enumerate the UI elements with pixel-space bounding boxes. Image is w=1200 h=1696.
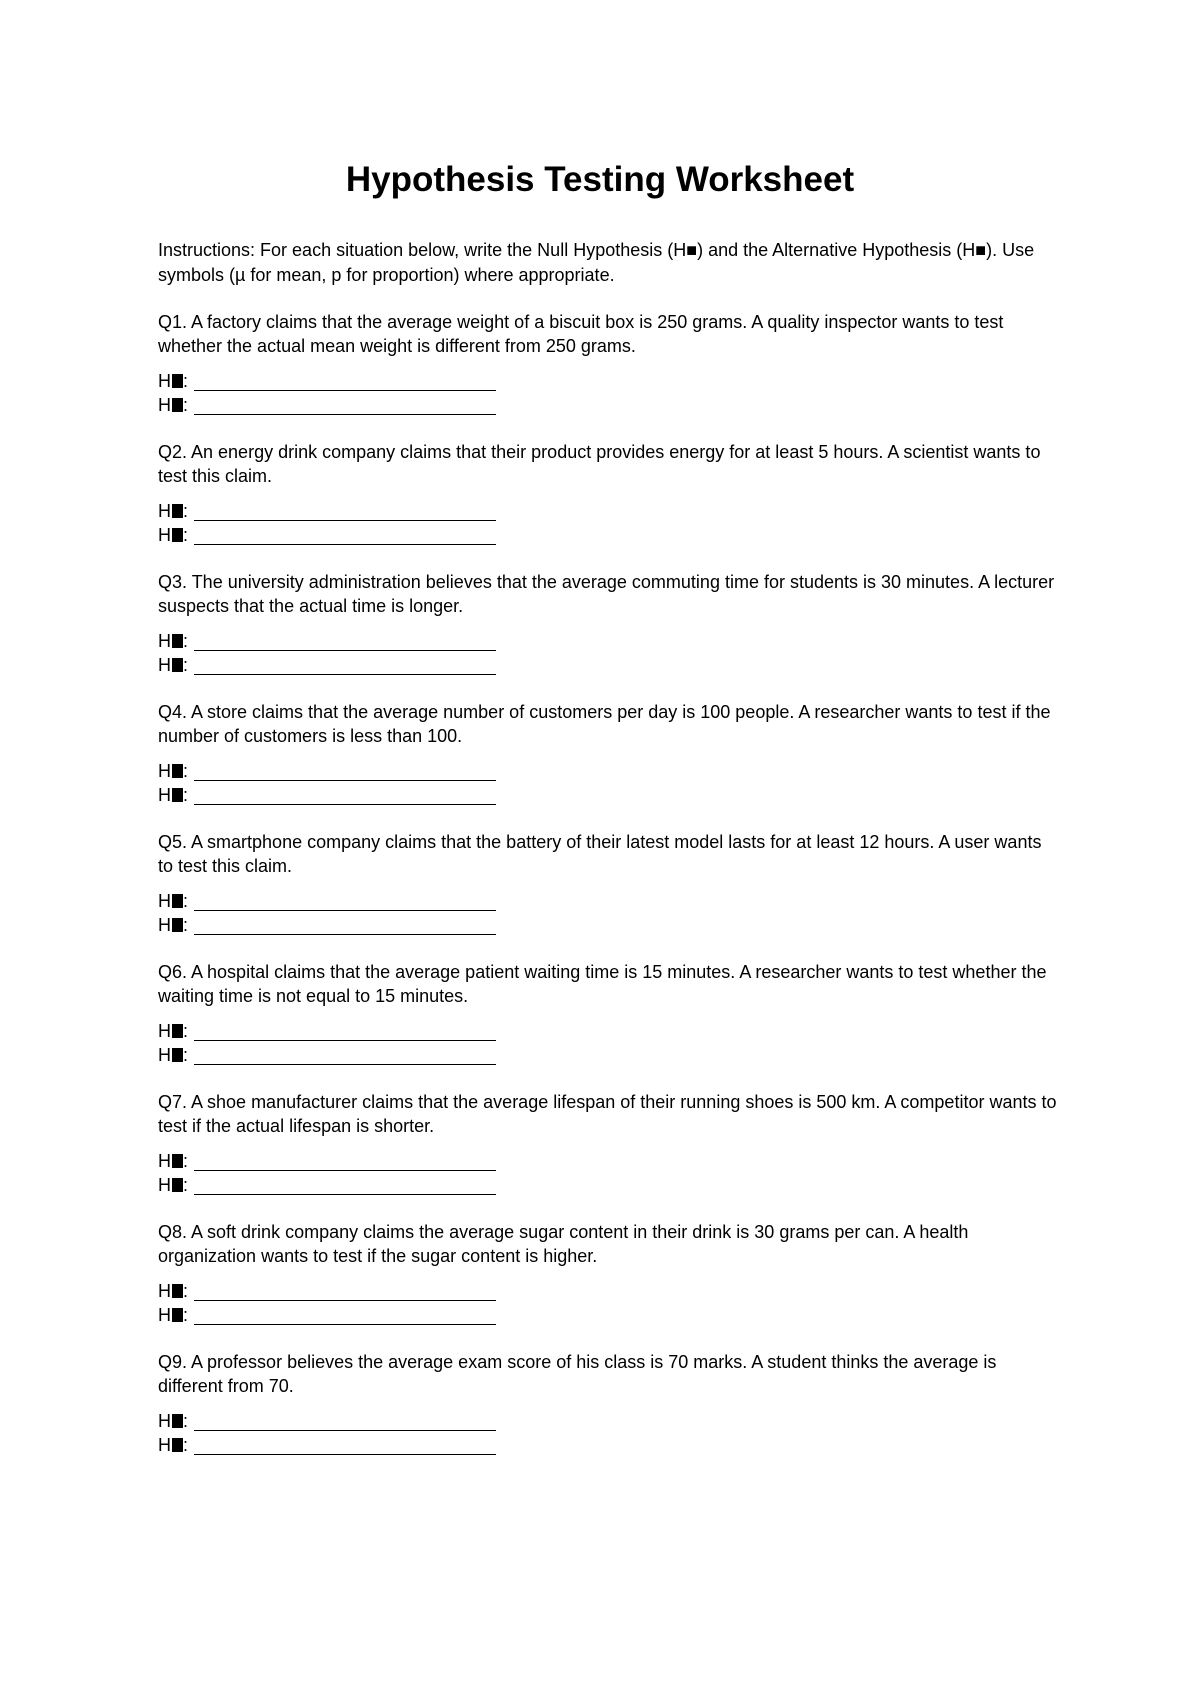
null-hypothesis-answer-blank[interactable]	[194, 502, 496, 521]
null-hypothesis-answer-row	[158, 759, 1058, 783]
hypothesis-label	[158, 1149, 188, 1173]
instructions-text: Instructions: For each situation below, write the Null Hypothesis (H■) and the Alternative Hypothesis (H■). Use symbols (µ for mean, p for proportion) where appropriate.	[158, 240, 1035, 285]
null-hypothesis-answer-row	[158, 889, 1058, 913]
label-colon: :	[183, 631, 189, 651]
question-item	[158, 830, 1058, 937]
null-hypothesis-answer-row	[158, 1279, 1058, 1303]
label-colon: :	[183, 525, 189, 545]
null-hypothesis-answer-blank[interactable]	[194, 762, 496, 781]
label-colon: :	[183, 891, 189, 911]
hypothesis-label	[158, 889, 188, 913]
null-hypothesis-answer-row	[158, 1409, 1058, 1433]
hypothesis-label	[158, 1043, 188, 1067]
alternative-hypothesis-answer-row	[158, 1043, 1058, 1067]
question-list	[158, 310, 1058, 1457]
question-text: Q5. A smartphone company claims that the battery of their latest model lasts for at least 12 hours. A user wants to test this claim.	[158, 832, 1042, 876]
hypothesis-letter: H	[158, 501, 171, 521]
null-hypothesis-answer-blank[interactable]	[194, 1152, 496, 1171]
label-colon: :	[183, 371, 189, 391]
question-text: Q7. A shoe manufacturer claims that the average lifespan of their running shoes is 500 km. A competitor wants to test if the actual lifespan is shorter.	[158, 1092, 1057, 1136]
null-hypothesis-answer-blank[interactable]	[194, 372, 496, 391]
hypothesis-label	[158, 913, 188, 937]
hypothesis-label	[158, 393, 188, 417]
missing-glyph-icon	[172, 1438, 183, 1452]
question-item	[158, 1220, 1058, 1327]
null-hypothesis-answer-row	[158, 1019, 1058, 1043]
alternative-hypothesis-answer-blank[interactable]	[194, 1046, 496, 1065]
hypothesis-label	[158, 783, 188, 807]
hypothesis-letter: H	[158, 1435, 171, 1455]
alternative-hypothesis-answer-row	[158, 1433, 1058, 1457]
hypothesis-label	[158, 629, 188, 653]
alternative-hypothesis-answer-row	[158, 1303, 1058, 1327]
hypothesis-letter: H	[158, 1305, 171, 1325]
missing-glyph-icon	[172, 1308, 183, 1322]
alternative-hypothesis-answer-blank[interactable]	[194, 1306, 496, 1325]
null-hypothesis-answer-blank[interactable]	[194, 1282, 496, 1301]
label-colon: :	[183, 761, 189, 781]
label-colon: :	[183, 395, 189, 415]
hypothesis-letter: H	[158, 915, 171, 935]
alternative-hypothesis-answer-row	[158, 523, 1058, 547]
hypothesis-label	[158, 1303, 188, 1327]
hypothesis-letter: H	[158, 785, 171, 805]
alternative-hypothesis-answer-blank[interactable]	[194, 916, 496, 935]
hypothesis-label	[158, 1433, 188, 1457]
hypothesis-label	[158, 1019, 188, 1043]
null-hypothesis-answer-blank[interactable]	[194, 892, 496, 911]
null-hypothesis-answer-row	[158, 629, 1058, 653]
hypothesis-label	[158, 499, 188, 523]
question-text: Q3. The university administration believes that the average commuting time for students is 30 minutes. A lecturer suspects that the actual time is longer.	[158, 572, 1055, 616]
question-text: Q4. A store claims that the average number of customers per day is 100 people. A researcher wants to test if the number of customers is less than 100.	[158, 702, 1051, 746]
label-colon: :	[183, 655, 189, 675]
label-colon: :	[183, 915, 189, 935]
alternative-hypothesis-answer-blank[interactable]	[194, 396, 496, 415]
missing-glyph-icon	[172, 398, 183, 412]
label-colon: :	[183, 501, 189, 521]
question-item	[158, 960, 1058, 1067]
alternative-hypothesis-answer-row	[158, 1173, 1058, 1197]
missing-glyph-icon	[172, 764, 183, 778]
missing-glyph-icon	[172, 894, 183, 908]
null-hypothesis-answer-row	[158, 369, 1058, 393]
missing-glyph-icon	[172, 658, 183, 672]
alternative-hypothesis-answer-blank[interactable]	[194, 1436, 496, 1455]
null-hypothesis-answer-blank[interactable]	[194, 632, 496, 651]
null-hypothesis-answer-blank[interactable]	[194, 1022, 496, 1041]
hypothesis-letter: H	[158, 1411, 171, 1431]
missing-glyph-icon	[172, 1154, 183, 1168]
page-title: Hypothesis Testing Worksheet	[345, 160, 855, 199]
hypothesis-label	[158, 653, 188, 677]
missing-glyph-icon	[172, 1414, 183, 1428]
question-text: Q6. A hospital claims that the average patient waiting time is 15 minutes. A researcher wants to test whether the waiting time is not equal to 15 minutes.	[158, 962, 1047, 1006]
null-hypothesis-answer-row	[158, 499, 1058, 523]
missing-glyph-icon	[172, 634, 183, 648]
hypothesis-label	[158, 369, 188, 393]
hypothesis-letter: H	[158, 1175, 171, 1195]
label-colon: :	[183, 1151, 189, 1171]
question-text: Q8. A soft drink company claims the average sugar content in their drink is 30 grams per can. A health organization wants to test if the sugar content is higher.	[158, 1222, 969, 1266]
null-hypothesis-answer-blank[interactable]	[194, 1412, 496, 1431]
alternative-hypothesis-answer-row	[158, 393, 1058, 417]
missing-glyph-icon	[172, 1284, 183, 1298]
hypothesis-label	[158, 523, 188, 547]
alternative-hypothesis-answer-blank[interactable]	[194, 786, 496, 805]
hypothesis-letter: H	[158, 761, 171, 781]
missing-glyph-icon	[172, 1024, 183, 1038]
question-text: Q2. An energy drink company claims that their product provides energy for at least 5 hours. A scientist wants to test this claim.	[158, 442, 1041, 486]
label-colon: :	[183, 1045, 189, 1065]
question-item	[158, 310, 1058, 417]
missing-glyph-icon	[172, 788, 183, 802]
hypothesis-letter: H	[158, 1151, 171, 1171]
alternative-hypothesis-answer-blank[interactable]	[194, 1176, 496, 1195]
question-item	[158, 1350, 1058, 1457]
question-text: Q9. A professor believes the average exam score of his class is 70 marks. A student thinks the average is different from 70.	[158, 1352, 997, 1396]
hypothesis-label	[158, 759, 188, 783]
alternative-hypothesis-answer-row	[158, 783, 1058, 807]
hypothesis-label	[158, 1279, 188, 1303]
missing-glyph-icon	[172, 504, 183, 518]
hypothesis-letter: H	[158, 891, 171, 911]
alternative-hypothesis-answer-blank[interactable]	[194, 526, 496, 545]
hypothesis-letter: H	[158, 395, 171, 415]
missing-glyph-icon	[172, 528, 183, 542]
missing-glyph-icon	[172, 1178, 183, 1192]
question-item	[158, 570, 1058, 677]
label-colon: :	[183, 1435, 189, 1455]
hypothesis-letter: H	[158, 371, 171, 391]
missing-glyph-icon	[172, 374, 183, 388]
hypothesis-letter: H	[158, 655, 171, 675]
hypothesis-letter: H	[158, 1021, 171, 1041]
hypothesis-label	[158, 1173, 188, 1197]
label-colon: :	[183, 1411, 189, 1431]
null-hypothesis-answer-row	[158, 1149, 1058, 1173]
hypothesis-label	[158, 1409, 188, 1433]
alternative-hypothesis-answer-row	[158, 913, 1058, 937]
worksheet-body	[158, 238, 1058, 1480]
label-colon: :	[183, 785, 189, 805]
hypothesis-letter: H	[158, 1045, 171, 1065]
label-colon: :	[183, 1305, 189, 1325]
label-colon: :	[183, 1021, 189, 1041]
label-colon: :	[183, 1281, 189, 1301]
missing-glyph-icon	[172, 918, 183, 932]
hypothesis-letter: H	[158, 525, 171, 545]
question-item	[158, 700, 1058, 807]
question-text: Q1. A factory claims that the average weight of a biscuit box is 250 grams. A quality inspector wants to test whether the actual mean weight is different from 250 grams.	[158, 312, 1004, 356]
missing-glyph-icon	[172, 1048, 183, 1062]
hypothesis-letter: H	[158, 631, 171, 651]
question-item	[158, 1090, 1058, 1197]
label-colon: :	[183, 1175, 189, 1195]
alternative-hypothesis-answer-row	[158, 653, 1058, 677]
alternative-hypothesis-answer-blank[interactable]	[194, 656, 496, 675]
question-item	[158, 440, 1058, 547]
hypothesis-letter: H	[158, 1281, 171, 1301]
